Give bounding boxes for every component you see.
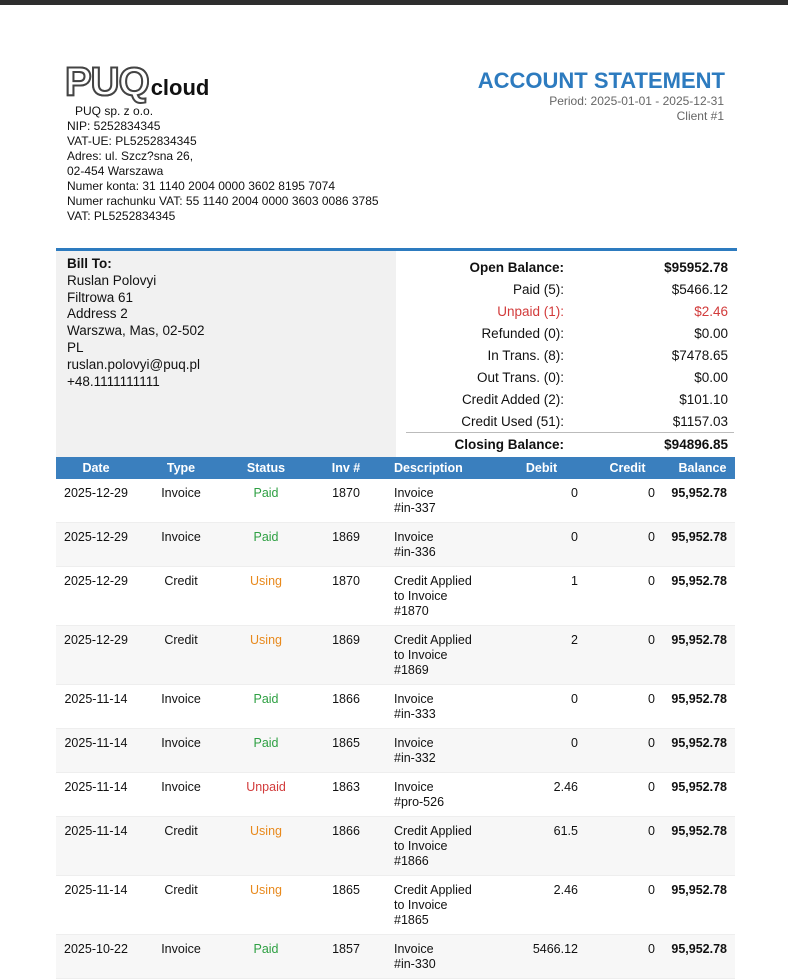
table-row (56, 626, 735, 685)
company-logo (65, 60, 210, 104)
description-line: #in-337 (394, 501, 436, 515)
summary-row (406, 410, 734, 432)
cell-invoice-number: 1865 (306, 876, 386, 935)
summary-label: Open Balance: (469, 259, 564, 275)
cell-date: 2025-11-14 (56, 876, 136, 935)
summary-value: $5466.12 (671, 281, 728, 297)
cell-invoice-number: 1869 (306, 523, 386, 567)
cell-status: Paid (226, 479, 306, 523)
cell-date: 2025-10-22 (56, 935, 136, 979)
col-type: Type (136, 457, 226, 479)
cell-balance: 95,952.78 (670, 479, 735, 523)
cell-description (386, 523, 498, 567)
description-line: Credit Applied (394, 633, 472, 647)
summary-row (406, 300, 734, 322)
bill-to-name: Ruslan Polovyi (67, 272, 157, 288)
cell-debit: 1 (498, 567, 585, 626)
summary-label: Refunded (0): (481, 325, 564, 341)
cell-credit: 0 (585, 729, 670, 773)
statement-client: Client #1 (676, 109, 724, 123)
summary-label: Credit Added (2): (461, 391, 564, 407)
cell-credit: 0 (585, 626, 670, 685)
description-line: Invoice (394, 692, 434, 706)
cell-description (386, 479, 498, 523)
description-line: #pro-526 (394, 795, 445, 809)
cell-description (386, 729, 498, 773)
description-line: #in-330 (394, 957, 436, 971)
cell-description (386, 773, 498, 817)
cell-debit: 2.46 (498, 876, 585, 935)
summary-label: Credit Used (51): (461, 413, 564, 429)
description-line: Credit Applied (394, 883, 472, 897)
cell-description (386, 876, 498, 935)
table-row (56, 773, 735, 817)
description-line: to Invoice (394, 898, 448, 912)
balance-summary (406, 256, 734, 455)
top-border (0, 0, 788, 5)
table-row (56, 935, 735, 979)
description-line: #1869 (394, 663, 429, 677)
cell-debit: 0 (498, 523, 585, 567)
summary-value: $0.00 (694, 369, 728, 385)
cell-credit: 0 (585, 817, 670, 876)
summary-row (406, 344, 734, 366)
cell-date: 2025-12-29 (56, 523, 136, 567)
cell-credit: 0 (585, 523, 670, 567)
cell-status: Paid (226, 935, 306, 979)
cell-invoice-number: 1866 (306, 817, 386, 876)
table-row (56, 817, 735, 876)
cell-debit: 0 (498, 685, 585, 729)
cell-balance: 95,952.78 (670, 773, 735, 817)
cell-credit: 0 (585, 479, 670, 523)
cell-balance: 95,952.78 (670, 685, 735, 729)
summary-value: $101.10 (679, 391, 728, 407)
company-nip: NIP: 5252834345 (67, 119, 161, 133)
cell-debit: 0 (498, 729, 585, 773)
cell-type: Credit (136, 626, 226, 685)
cell-description (386, 685, 498, 729)
col-invoice-number: Inv # (306, 457, 386, 479)
table-row (56, 479, 735, 523)
cell-type: Invoice (136, 479, 226, 523)
company-vat: VAT: PL5252834345 (67, 209, 176, 223)
summary-value: $0.00 (694, 325, 728, 341)
company-details (67, 104, 379, 224)
cell-debit: 5466.12 (498, 935, 585, 979)
cell-status: Using (226, 626, 306, 685)
summary-row (406, 388, 734, 410)
cell-date: 2025-11-14 (56, 729, 136, 773)
company-name: PUQ sp. z o.o. (75, 104, 154, 118)
description-line: #in-336 (394, 545, 436, 559)
cell-status: Unpaid (226, 773, 306, 817)
cell-description (386, 626, 498, 685)
col-description: Description (386, 457, 498, 479)
description-line: #in-333 (394, 707, 436, 721)
bill-to-city: Warszwa, Mas, 02-502 (67, 323, 205, 339)
summary-row (406, 322, 734, 344)
statement-meta (549, 94, 724, 124)
cell-invoice-number: 1870 (306, 479, 386, 523)
cell-type: Invoice (136, 685, 226, 729)
cell-type: Credit (136, 567, 226, 626)
description-line: Credit Applied (394, 824, 472, 838)
cell-credit: 0 (585, 935, 670, 979)
company-vat-account: Numer rachunku VAT: 55 1140 2004 0000 3603 0086 3785 (67, 194, 379, 208)
cell-balance: 95,952.78 (670, 523, 735, 567)
bill-to-title: Bill To: (67, 256, 112, 271)
summary-row (406, 366, 734, 388)
bill-to-email: ruslan.polovyi@puq.pl (67, 356, 201, 372)
bill-to-country: PL (67, 339, 84, 355)
table-row (56, 685, 735, 729)
summary-row (406, 432, 734, 455)
cell-debit: 2.46 (498, 773, 585, 817)
table-row (56, 523, 735, 567)
cell-status: Using (226, 817, 306, 876)
cell-status: Paid (226, 685, 306, 729)
description-line: Credit Applied (394, 574, 472, 588)
summary-label: Out Trans. (0): (476, 369, 564, 385)
description-line: Invoice (394, 780, 434, 794)
cell-description (386, 567, 498, 626)
summary-row (406, 278, 734, 300)
cell-status: Using (226, 876, 306, 935)
statement-title: ACCOUNT STATEMENT (477, 68, 725, 93)
table-row (56, 876, 735, 935)
description-line: to Invoice (394, 589, 448, 603)
summary-label: Unpaid (1): (497, 303, 564, 319)
cell-balance: 95,952.78 (670, 935, 735, 979)
description-line: #1866 (394, 854, 429, 868)
cell-balance: 95,952.78 (670, 876, 735, 935)
cell-credit: 0 (585, 876, 670, 935)
cell-credit: 0 (585, 567, 670, 626)
description-line: #1865 (394, 913, 429, 927)
col-balance: Balance (670, 457, 735, 479)
table-header-row (56, 457, 735, 479)
cell-date: 2025-11-14 (56, 817, 136, 876)
bill-to-panel (56, 251, 396, 457)
summary-value: $1157.03 (672, 413, 728, 429)
summary-value: $2.46 (694, 303, 728, 319)
company-account: Numer konta: 31 1140 2004 0000 3602 8195 7074 (67, 179, 335, 193)
cell-invoice-number: 1865 (306, 729, 386, 773)
cell-date: 2025-12-29 (56, 626, 136, 685)
cell-invoice-number: 1869 (306, 626, 386, 685)
logo-suffix: cloud (150, 75, 210, 100)
cell-credit: 0 (585, 773, 670, 817)
col-date: Date (56, 457, 136, 479)
col-debit: Debit (498, 457, 585, 479)
summary-value: $7478.65 (671, 347, 728, 363)
cell-status: Paid (226, 523, 306, 567)
cell-type: Invoice (136, 935, 226, 979)
cell-status: Using (226, 567, 306, 626)
table-row (56, 567, 735, 626)
col-credit: Credit (585, 457, 670, 479)
cell-date: 2025-11-14 (56, 773, 136, 817)
description-line: Invoice (394, 942, 434, 956)
description-line: Invoice (394, 530, 434, 544)
description-line: to Invoice (394, 648, 448, 662)
bill-to-street: Filtrowa 61 (67, 289, 134, 305)
description-line: Invoice (394, 486, 434, 500)
cell-debit: 0 (498, 479, 585, 523)
cell-debit: 2 (498, 626, 585, 685)
cell-description (386, 817, 498, 876)
summary-value: $94896.85 (664, 436, 728, 452)
summary-label: In Trans. (8): (487, 347, 564, 363)
cell-credit: 0 (585, 685, 670, 729)
cell-type: Credit (136, 817, 226, 876)
cell-invoice-number: 1870 (306, 567, 386, 626)
statement-period: Period: 2025-01-01 - 2025-12-31 (549, 94, 724, 108)
cell-invoice-number: 1866 (306, 685, 386, 729)
cell-balance: 95,952.78 (670, 626, 735, 685)
cell-description (386, 935, 498, 979)
cell-type: Invoice (136, 773, 226, 817)
bill-to-phone: +48.1111111111 (67, 373, 160, 389)
description-line: #in-332 (394, 751, 436, 765)
cell-type: Invoice (136, 523, 226, 567)
cell-invoice-number: 1857 (306, 935, 386, 979)
cell-balance: 95,952.78 (670, 817, 735, 876)
summary-label: Paid (5): (512, 281, 564, 297)
company-city: 02-454 Warszawa (67, 164, 164, 178)
summary-value: $95952.78 (664, 259, 728, 275)
description-line: #1870 (394, 604, 429, 618)
cell-type: Invoice (136, 729, 226, 773)
company-vat-ue: VAT-UE: PL5252834345 (67, 134, 197, 148)
cell-balance: 95,952.78 (670, 567, 735, 626)
cell-date: 2025-12-29 (56, 567, 136, 626)
cell-type: Credit (136, 876, 226, 935)
summary-row (406, 256, 734, 278)
description-line: Invoice (394, 736, 434, 750)
logo-wordmark: PUQ (65, 60, 149, 104)
col-status: Status (226, 457, 306, 479)
company-address: Adres: ul. Szcz?sna 26, (67, 149, 194, 163)
cell-balance: 95,952.78 (670, 729, 735, 773)
description-line: to Invoice (394, 839, 448, 853)
table-row (56, 729, 735, 773)
cell-invoice-number: 1863 (306, 773, 386, 817)
summary-label: Closing Balance: (454, 436, 564, 452)
cell-debit: 61.5 (498, 817, 585, 876)
bill-to-address2: Address 2 (67, 306, 128, 322)
cell-status: Paid (226, 729, 306, 773)
cell-date: 2025-12-29 (56, 479, 136, 523)
cell-date: 2025-11-14 (56, 685, 136, 729)
transactions-table (56, 457, 735, 979)
